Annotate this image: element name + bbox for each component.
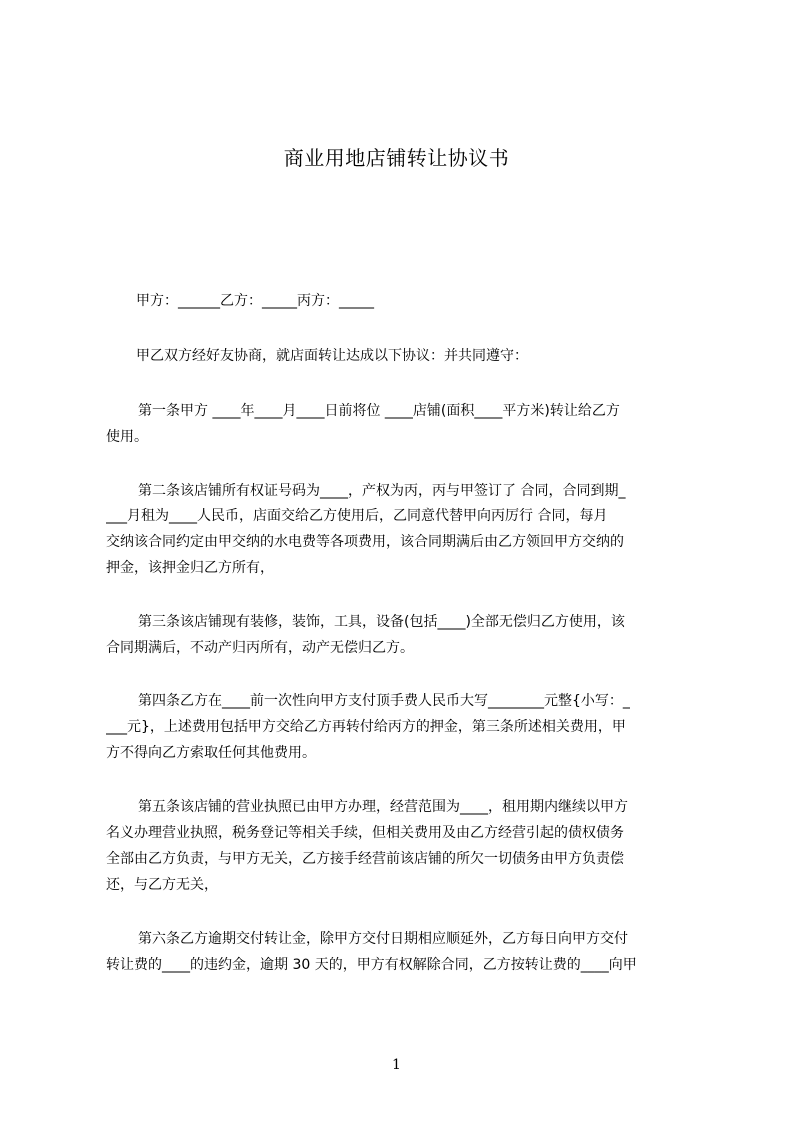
document-title: 商业用地店铺转让协议书	[283, 146, 510, 170]
clause-line: ___月租为____人民币，店面交给乙方使用后，乙同意代替甲向丙厉行 合同，每月	[106, 508, 608, 524]
clause-line: 转让费的____的违约金，逾期 30 天的，甲方有权解除合同，乙方按转让费的____向甲	[106, 957, 637, 973]
clause-line: 第二条该店铺所有权证号码为____，产权为丙，丙与甲签订了 合同，合同到期_	[138, 483, 626, 499]
clause-line: 方不得向乙方索取任何其他费用。	[106, 745, 316, 761]
clause-line: 第六条乙方逾期交付转让金，除甲方交付日期相应顺延外，乙方每日向甲方交付	[138, 931, 628, 947]
clause-line: 第四条乙方在____前一次性向甲方支付顶手费人民币大写________元整{小写：_	[138, 693, 630, 709]
clause-line: 名义办理营业执照，税务登记等相关手续，但相关费用及由乙方经营引起的债权债务	[106, 825, 624, 841]
clause-line: 使用。	[106, 429, 148, 445]
parties-line: 甲方：______乙方：_____丙方：_____	[136, 293, 374, 309]
clause-line: 第一条甲方 ____年____月____日前将位 ____店铺(面积____平方米)转让给乙方	[138, 403, 620, 419]
page-number: 1	[392, 1057, 401, 1073]
clause-line: 第五条该店铺的营业执照已由甲方办理，经营范围为____，租用期内继续以甲方	[138, 799, 628, 815]
clause-line: 还，与乙方无关，	[106, 877, 218, 893]
clause-line: ___元}，上述费用包括甲方交给乙方再转付给丙方的押金，第三条所述相关费用，甲	[106, 719, 626, 735]
clause-line: 第三条该店铺现有装修，装饰，工具，设备(包括____)全部无偿归乙方使用，该	[138, 614, 625, 630]
clause-line: 交纳该合同约定由甲交纳的水电费等各项费用，该合同期满后由乙方领回甲方交纳的	[106, 534, 624, 550]
clause-line: 押金，该押金归乙方所有，	[106, 560, 274, 576]
clause-line: 全部由乙方负责，与甲方无关，乙方接手经营前该店铺的所欠一切债务由甲方负责偿	[106, 851, 624, 867]
intro-paragraph: 甲乙双方经好友协商，就店面转让达成以下协议：并共同遵守：	[136, 348, 528, 364]
clause-line: 合同期满后，不动产归丙所有，动产无偿归乙方。	[106, 640, 414, 656]
